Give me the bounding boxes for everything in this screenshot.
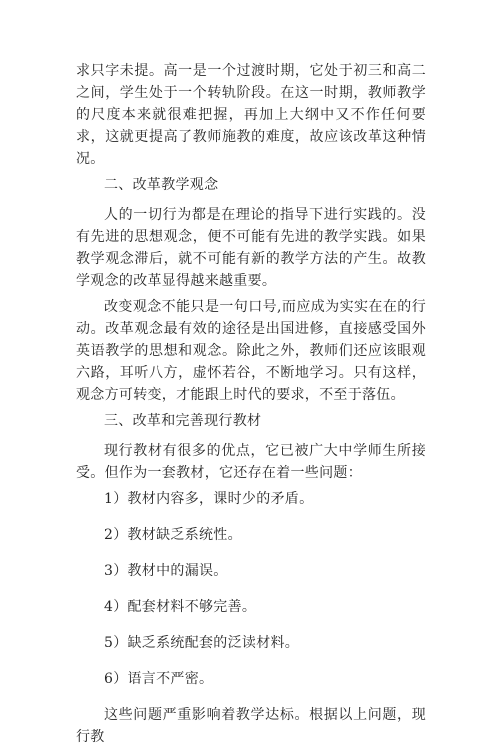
list-item: 1）教材内容多，课时少的矛盾。: [104, 491, 314, 507]
document-body: [76, 60, 426, 752]
list-item: 3）教材中的漏误。: [104, 563, 228, 579]
paragraph-concept-change: 改变观念不能只是一句口号,而应成为实实在在的行动。改革观念最有效的途径是出国进修，直接感受国外英语教学的思想和观念。除此之外，教师们还应该眼观六路，耳听八方，虚怀若谷，不断地学习。只有这样，观念方可转变，才能跟上时代的要求，不至于落伍。: [76, 299, 426, 403]
paragraph-textbook-intro: 现行教材有很多的优点，它已被广大中学师生所接受。但作为一套教材，它还存在着一些问题：: [76, 443, 426, 481]
list-item: 2）教材缺乏系统性。: [104, 527, 242, 543]
list-item: 5）缺乏系统配套的泛读材料。: [104, 635, 300, 651]
list-item: 4）配套材料不够完善。: [104, 599, 257, 615]
section-heading-3: 三、改革和完善现行教材: [104, 413, 262, 429]
problem-list: [76, 488, 426, 690]
paragraph-continuation: 求只字未提。高一是一个过渡时期，它处于初三和高二之间，学生处于一个转轨阶段。在这一时期，教师教学的尺度本来就很难把握，再加上大纲中又不作任何要求，这就更提高了教师施教的难度，故应该改革这种情况。: [76, 63, 426, 167]
list-item: 6）语言不严密。: [104, 671, 214, 687]
section-heading-2: 二、改革教学观念: [104, 177, 219, 193]
paragraph-teaching-concepts: 人的一切行为都是在理论的指导下进行实践的。没有先进的思想观念，便不可能有先进的教学实践。如果教学观念滞后，就不可能有新的教学方法的产生。故教学观念的改革显得越来越重要。: [76, 207, 426, 289]
paragraph-conclusion: 这些问题严重影响着教学达标。根据以上问题，现行教: [76, 707, 426, 745]
